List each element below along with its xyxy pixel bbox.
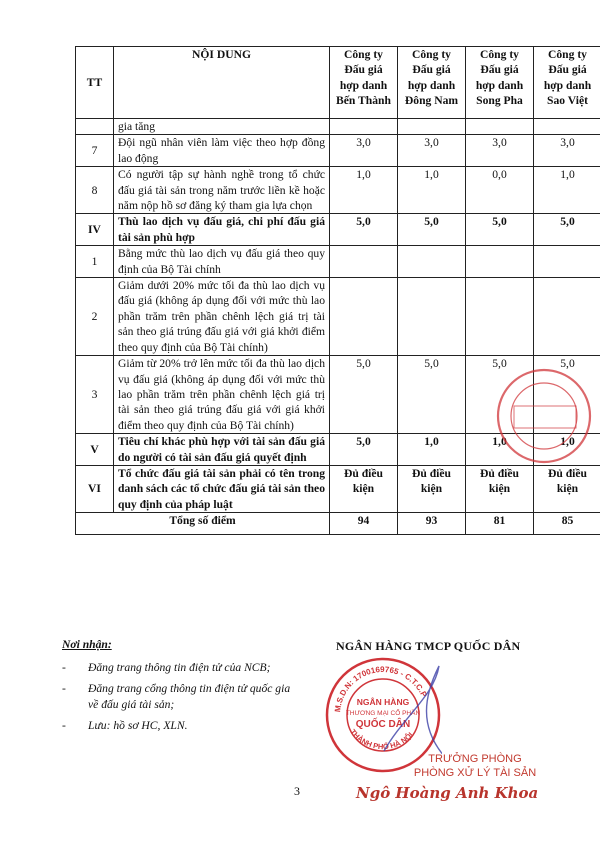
score-cell: 5,0 xyxy=(466,356,534,434)
header-line: hợp danh xyxy=(475,78,524,92)
score-cell xyxy=(330,278,398,356)
signer-title xyxy=(400,752,550,780)
table-row xyxy=(76,356,600,434)
score-cell xyxy=(398,246,466,278)
header-line: hợp danh xyxy=(543,78,592,92)
score-cell xyxy=(330,246,398,278)
score-cell xyxy=(534,246,600,278)
score-cell: 5,0 xyxy=(398,214,466,246)
header-line: Đấu giá xyxy=(412,63,451,77)
score-cell: 1,0 xyxy=(534,167,600,214)
score-cell: 3,0 xyxy=(330,135,398,167)
signature-stroke xyxy=(384,666,442,756)
score-cell: 5,0 xyxy=(534,214,600,246)
row-content: Giảm từ 20% trở lên mức tối đa thù lao dịch vụ đấu giá (không áp dụng đối với mức thù lao phần trăm trên phần chênh lệch giá trị tài sản theo giá trúng đấu giá với giá khởi điểm theo quy định của Bộ Tài chính) xyxy=(114,356,330,434)
row-number: IV xyxy=(76,214,114,246)
header-line: Đấu giá xyxy=(548,63,587,77)
score-cell xyxy=(466,246,534,278)
seal-bottom-text: THÀNH PHỐ HÀ NỘI xyxy=(348,727,415,752)
score-cell: 1,0 xyxy=(330,167,398,214)
row-number: VI xyxy=(76,465,114,512)
header-line: Đông Nam xyxy=(404,94,459,108)
score-cell: 0,0 xyxy=(466,167,534,214)
score-cell: 5,0 xyxy=(330,214,398,246)
row-content: Bằng mức thù lao dịch vụ đấu giá theo quy định của Bộ Tài chính xyxy=(114,246,330,278)
header-line: Công ty xyxy=(548,48,587,61)
total-song-pha: 81 xyxy=(466,513,534,535)
table-row xyxy=(76,246,600,278)
table-row xyxy=(76,167,600,214)
header-line: Công ty xyxy=(480,48,519,61)
score-cell xyxy=(398,119,466,135)
recipient-text: Đăng trang cổng thông tin điện tử quốc gia về đấu giá tài sản; xyxy=(88,682,291,711)
seal-mid2-text: THƯƠNG MẠI CỔ PHẦN xyxy=(345,710,421,717)
table-header-row xyxy=(76,47,600,119)
row-number: 2 xyxy=(76,278,114,356)
total-ben-thanh: 94 xyxy=(330,513,398,535)
score-cell xyxy=(534,119,600,135)
score-cell: 5,0 xyxy=(534,356,600,434)
score-cell xyxy=(466,278,534,356)
score-cell xyxy=(534,278,600,356)
page-number: 3 xyxy=(294,784,300,798)
score-cell: 1,0 xyxy=(398,167,466,214)
table-row xyxy=(76,119,600,135)
header-line: hợp danh xyxy=(339,78,388,92)
recipient-text: Đăng trang thông tin điện tử của NCB; xyxy=(88,660,271,674)
header-line: Công ty xyxy=(412,48,451,61)
seal-center-text: QUỐC DÂN xyxy=(355,719,411,730)
row-number: 3 xyxy=(76,356,114,434)
total-label: Tổng số điểm xyxy=(76,513,330,535)
list-dash: - xyxy=(62,719,66,733)
seal-mid-text: NGÂN HÀNG xyxy=(356,697,410,707)
score-cell: 5,0 xyxy=(466,214,534,246)
header-line: Công ty xyxy=(344,48,383,61)
table-row xyxy=(76,465,600,512)
signing-organization: NGÂN HÀNG TMCP QUỐC DÂN xyxy=(336,639,521,653)
score-cell xyxy=(466,119,534,135)
total-sao-viet: 85 xyxy=(534,513,600,535)
score-cell: 5,0 xyxy=(330,356,398,434)
signer-title-line: PHÒNG XỬ LÝ TÀI SẢN xyxy=(413,767,537,779)
row-content: Tổ chức đấu giá tài sản phải có tên trong danh sách các tổ chức đấu giá tài sản theo quy định của pháp luật xyxy=(114,465,330,512)
list-dash: - xyxy=(62,682,66,696)
score-cell: 5,0 xyxy=(398,356,466,434)
score-cell: 1,0 xyxy=(398,434,466,466)
row-number xyxy=(76,119,114,135)
recipient-text: Lưu: hồ sơ HC, XLN. xyxy=(88,719,188,733)
row-content: Giảm dưới 20% mức tối đa thù lao dịch vụ đấu giá (không áp dụng đối với mức thù lao phần trăm trên phần chênh lệch giá trị tài sản theo giá trúng đấu giá với giá khởi điểm theo quy định của Bộ Tài chính) xyxy=(114,278,330,356)
row-content: Thù lao dịch vụ đấu giá, chi phí đấu giá tài sản phù hợp xyxy=(114,214,330,246)
header-company-song-pha xyxy=(466,47,534,119)
table-row xyxy=(76,434,600,466)
svg-text:M.S.D.N: 1700169765 - C.T.C.P xyxy=(333,665,429,713)
table-row xyxy=(76,135,600,167)
row-number: 8 xyxy=(76,167,114,214)
header-line: Bến Thành xyxy=(336,94,391,108)
score-table xyxy=(75,46,600,535)
recipient-item xyxy=(62,660,302,676)
score-cell: 5,0 xyxy=(330,434,398,466)
header-line: Sao Việt xyxy=(547,94,588,108)
total-row xyxy=(76,513,600,535)
recipients-title: Nơi nhận: xyxy=(62,638,112,651)
header-line: hợp danh xyxy=(407,78,456,92)
row-number: 7 xyxy=(76,135,114,167)
score-cell: Đủ điều kiện xyxy=(330,465,398,512)
header-tt: TT xyxy=(76,47,114,119)
header-company-sao-viet xyxy=(534,47,600,119)
recipient-item xyxy=(62,718,302,734)
recipients-section xyxy=(62,637,302,740)
score-cell: Đủ điều kiện xyxy=(534,465,600,512)
row-content: Tiêu chí khác phù hợp với tài sản đấu giá do người có tài sản đấu giá quyết định xyxy=(114,434,330,466)
row-content: Đội ngũ nhân viên làm việc theo hợp đồng lao động xyxy=(114,135,330,167)
table-row xyxy=(76,278,600,356)
header-content: NỘI DUNG xyxy=(114,47,330,119)
score-cell: 3,0 xyxy=(398,135,466,167)
seal-ring-text: M.S.D.N: 1700169765 - C.T.C.P xyxy=(333,664,429,713)
total-dong-nam: 93 xyxy=(398,513,466,535)
table-row xyxy=(76,214,600,246)
row-number: V xyxy=(76,434,114,466)
svg-text:THÀNH PHỐ HÀ NỘI xyxy=(348,727,414,751)
header-line: Đấu giá xyxy=(480,63,519,77)
score-cell: Đủ điều kiện xyxy=(398,465,466,512)
header-line: Song Pha xyxy=(476,94,523,108)
score-cell xyxy=(398,278,466,356)
score-cell: 1,0 xyxy=(534,434,600,466)
row-content: Có người tập sự hành nghề trong tổ chức đấu giá tài sản trong năm trước liền kề hoặc năm nộp hồ sơ đăng ký tham gia lựa chọn xyxy=(114,167,330,214)
signer-title-line: TRƯỞNG PHÒNG xyxy=(428,753,522,765)
header-line: Đấu giá xyxy=(344,63,383,77)
row-number: 1 xyxy=(76,246,114,278)
recipient-item xyxy=(62,681,302,712)
signer-name: Ngô Hoàng Anh Khoa xyxy=(356,784,539,802)
score-cell: 3,0 xyxy=(466,135,534,167)
row-content: gia tăng xyxy=(114,119,330,135)
header-company-ben-thanh xyxy=(330,47,398,119)
list-dash: - xyxy=(62,660,66,674)
score-cell: 1,0 xyxy=(466,434,534,466)
score-cell: 3,0 xyxy=(534,135,600,167)
header-company-dong-nam xyxy=(398,47,466,119)
score-cell: Đủ điều kiện xyxy=(466,465,534,512)
score-cell xyxy=(330,119,398,135)
